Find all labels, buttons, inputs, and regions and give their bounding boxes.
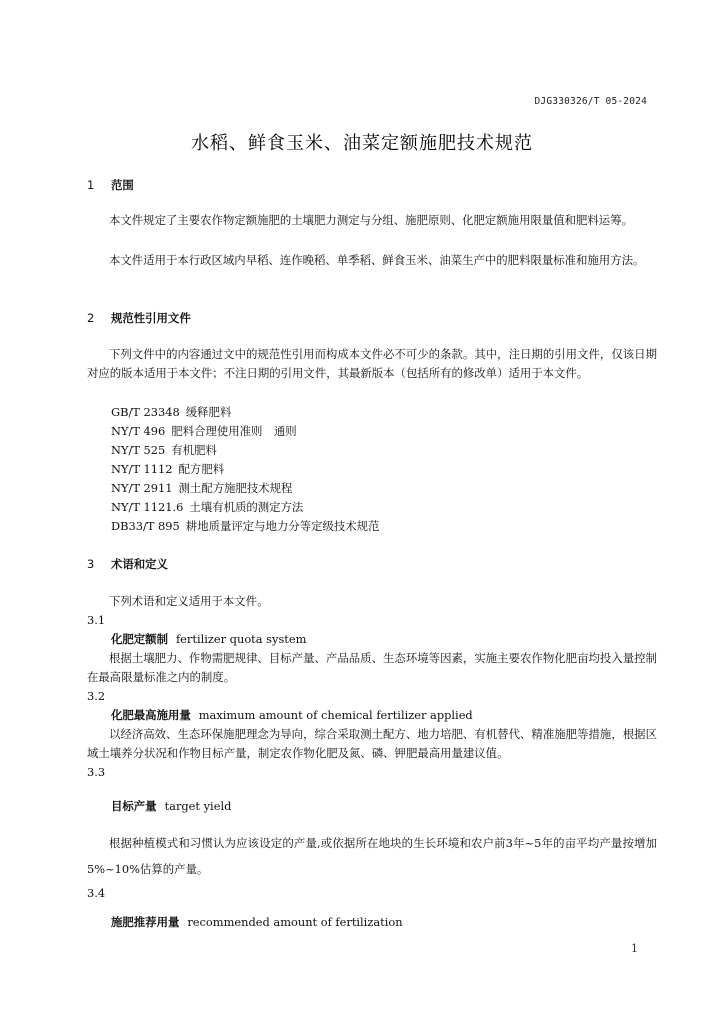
term-definition: 根据土壤肥力、作物需肥规律、目标产量、产品品质、生态环境等因素，实施主要农作物化肥亩均投入量控制在最高限量标准之内的制度。: [87, 651, 657, 684]
reference-item: [111, 498, 681, 517]
reference-name: 缓释肥料: [185, 405, 232, 419]
section-number: 2: [87, 311, 95, 325]
document-code: DJG330326/T 05-2024: [534, 96, 647, 107]
document-title: 水稻、鲜食玉米、油菜定额施肥技术规范: [191, 133, 533, 154]
section-title: 规范性引用文件: [110, 311, 191, 325]
term-number: 3.1: [87, 613, 106, 627]
term-name-english: maximum amount of chemical fertilizer applied: [198, 708, 473, 722]
reference-name: 测土配方施肥技术规程: [178, 481, 293, 495]
reference-name: 土壤有机质的测定方法: [189, 500, 304, 514]
reference-item: [111, 422, 681, 441]
term-number: 3.4: [87, 886, 106, 900]
term-name-chinese: 目标产量: [111, 799, 157, 813]
term-name-chinese: 化肥最高施用量: [111, 708, 191, 722]
section-3-heading: [87, 555, 657, 574]
reference-code: GB/T 23348: [111, 405, 180, 419]
reference-name: 耕地质量评定与地力分等定级技术规范: [185, 519, 380, 533]
reference-item: [111, 517, 681, 536]
reference-name: 配方肥料: [178, 462, 225, 476]
term-name-english: fertilizer quota system: [175, 632, 307, 646]
term-definition: 根据种植模式和习惯认为应该设定的产量,或依据所在地块的生长环境和农户前3年~5年的亩平均产量按增加5%~10%估算的产量。: [87, 836, 657, 876]
term-number: 3.3: [87, 765, 106, 779]
reference-item: [111, 479, 681, 498]
section-1-heading: [87, 176, 657, 195]
term-title: [87, 913, 681, 932]
term-name-english: target yield: [164, 799, 232, 813]
term-name-english: recommended amount of fertilization: [187, 915, 403, 929]
term-title: [87, 630, 681, 649]
reference-code: NY/T 1112: [111, 462, 173, 476]
reference-item: [111, 441, 681, 460]
reference-list: [87, 403, 681, 536]
term-name-chinese: 化肥定额制: [111, 632, 168, 646]
page-number: 1: [631, 942, 638, 955]
section-2-heading: [87, 309, 657, 328]
term-name-chinese: 施肥推荐用量: [111, 915, 180, 929]
term-definition: 以经济高效、生态环保施肥理念为导向，综合采取测土配方、地力培肥、有机替代、精准施肥等措施，根据区域土壤养分状况和作物目标产量，制定农作物化肥及氮、磷、钾肥最高用量建议值。: [87, 727, 657, 760]
term-title: [87, 797, 681, 816]
reference-code: NY/T 496: [111, 424, 166, 438]
term-title: [87, 706, 681, 725]
reference-code: NY/T 2911: [111, 481, 173, 495]
reference-code: NY/T 1121.6: [111, 500, 184, 514]
section-3-intro: 下列术语和定义适用于本文件。: [109, 594, 269, 608]
reference-name: 肥料合理使用准则 通则: [171, 424, 297, 438]
reference-item: [111, 460, 681, 479]
section-1-paragraph-1: 本文件规定了主要农作物定额施肥的土壤肥力测定与分组、施肥原则、化肥定额施用限量值和肥料运筹。: [109, 213, 633, 227]
reference-code: DB33/T 895: [111, 519, 180, 533]
section-2-intro: 下列文件中的内容通过文中的规范性引用而构成本文件必不可少的条款。其中，注日期的引用文件，仅该日期对应的版本适用于本文件；不注日期的引用文件，其最新版本（包括所有的修改单）适用于本文件。: [87, 347, 657, 380]
section-number: 3: [87, 557, 95, 571]
reference-code: NY/T 525: [111, 443, 166, 457]
section-1-paragraph-2: 本文件适用于本行政区域内早稻、连作晚稻、单季稻、鲜食玉米、油菜生产中的肥料限量标准和施用方法。: [109, 253, 645, 267]
section-title: 范围: [110, 178, 134, 192]
reference-item: [111, 403, 681, 422]
section-number: 1: [87, 178, 95, 192]
reference-name: 有机肥料: [171, 443, 217, 457]
section-title: 术语和定义: [110, 557, 168, 571]
term-number: 3.2: [87, 689, 106, 703]
